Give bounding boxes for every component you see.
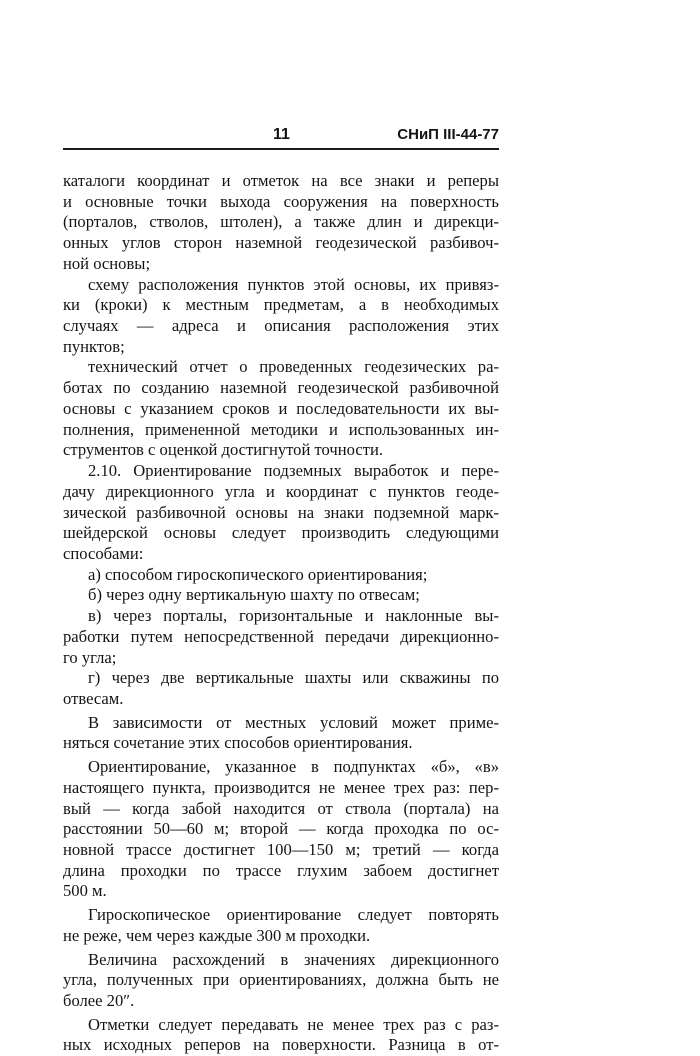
text-line: зической разбивочной основы на знаки подземной марк- (63, 502, 499, 522)
text-line: струментов с оценкой достигнутой точности. (63, 440, 383, 460)
text-line: онных углов сторон наземной геодезической разбивоч- (63, 233, 499, 253)
text-line: (порталов, стволов, штолен), а также длин и дирекци- (63, 212, 499, 232)
text-line: технический отчет о проведенных геодезических ра- (88, 357, 499, 377)
text-line: го угла; (63, 647, 117, 667)
text-line: вый — когда забой находится от ствола (портала) на (63, 798, 499, 818)
text-line: расстоянии 50—60 м; второй — когда проходка по ос- (63, 819, 499, 839)
section-heading-line: 2.10. Ориентирование подземных выработок и пере- (88, 461, 499, 481)
text-line: и основные точки выхода сооружения на поверхность (63, 191, 499, 211)
text-line: схему расположения пунктов этой основы, их привяз- (88, 274, 499, 294)
text-line: не реже, чем через каждые 300 м проходки. (63, 925, 371, 945)
text-line: каталоги координат и отметок на все знаки и реперы (63, 171, 499, 190)
text-line: настоящего пункта, производится не менее трех раз: пер- (63, 777, 499, 797)
text-line: Гироскопическое ориентирование следует повторять (88, 905, 499, 925)
text-line: ной основы; (63, 253, 151, 273)
text-line: ных исходных реперов на поверхности. Разница в от- (63, 1035, 499, 1055)
list-item: г) через две вертикальные шахты или скважины по (88, 668, 499, 688)
list-item: б) через одну вертикальную шахту по отвесам; (88, 585, 420, 605)
text-line: ботах по созданию наземной геодезической разбивочной (63, 378, 499, 398)
text-line: 500 м. (63, 881, 107, 901)
text-line: случаях — адреса и описания расположения этих (63, 316, 499, 336)
text-line: более 20″. (63, 991, 135, 1011)
body-text (63, 171, 499, 1056)
text-line: угла, полученных при ориентированиях, должна быть не (63, 970, 499, 990)
text-line: длина проходки по трассе глухим забоем достигнет (63, 860, 499, 880)
text-line: отвесам. (63, 688, 124, 708)
list-item: а) способом гироскопического ориентирования; (88, 564, 428, 584)
document-code: СНиП III-44-77 (397, 126, 499, 143)
text-line: основы с указанием сроков и последовательности их вы- (63, 398, 499, 418)
text-line: В зависимости от местных условий может приме- (88, 712, 499, 732)
text-line: Отметки следует передавать не менее трех раз с раз- (88, 1014, 499, 1034)
text-line: способами: (63, 543, 144, 563)
text-line: ки (кроки) к местным предметам, а в необходимых (63, 295, 499, 315)
text-line: шейдерской основы следует производить следующими (63, 523, 499, 543)
text-line: Величина расхождений в значениях дирекционного (88, 949, 499, 969)
text-line: няться сочетание этих способов ориентирования. (63, 733, 413, 753)
text-line: Ориентирование, указанное в подпунктах «б», «в» (88, 757, 499, 777)
text-line: новной трассе достигнет 100—150 м; третий — когда (63, 840, 499, 859)
text-line: работки путем непосредственной передачи дирекционно- (63, 626, 499, 646)
text-line: дачу дирекционного угла и координат с пунктов геоде- (63, 481, 499, 501)
text-line: полнения, примененной методики и использованных ин- (63, 419, 499, 439)
list-item: в) через порталы, горизонтальные и наклонные вы- (88, 606, 499, 626)
page-number: 11 (273, 126, 290, 143)
text-line: пунктов; (63, 336, 125, 356)
page-header (63, 126, 499, 150)
